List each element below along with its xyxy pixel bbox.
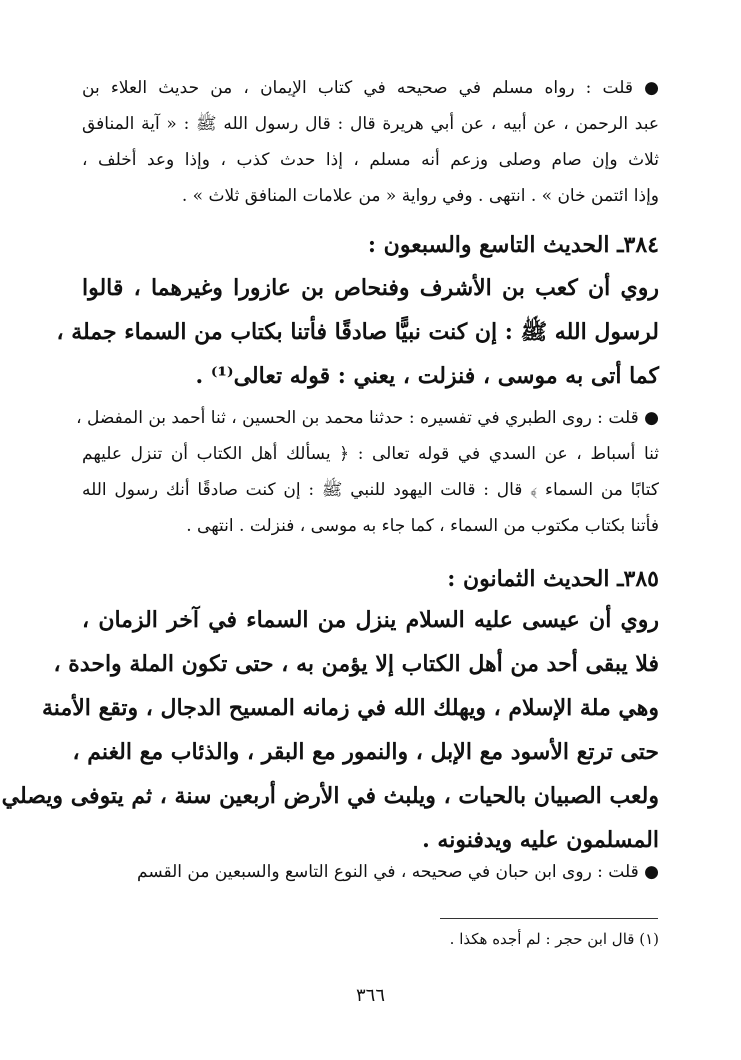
text-line: ● قلت : رواه مسلم في صحيحه في كتاب الإيمان ، من حديث العلاء بن xyxy=(82,78,659,98)
text-line: فلا يبقى أحد من أهل الكتاب إلا يؤمن به ، حتى تكون الملة واحدة ، xyxy=(53,651,659,677)
commentary-paragraph-2 xyxy=(76,400,659,544)
text-line: وهي ملة الإسلام ، ويهلك الله في زمانه المسيح الدجال ، وتقع الأمنة xyxy=(42,695,659,721)
text-line: فأتنا بكتاب مكتوب من السماء ، كما جاء به موسى ، فنزلت . انتهى . xyxy=(186,516,659,536)
text-line: حتى ترتع الأسود مع الإبل ، والنمور مع البقر ، والذئاب مع الغنم ، xyxy=(72,739,659,765)
text-line: ● قلت : روى ابن حبان في صحيحه ، في النوع التاسع والسبعين من القسم xyxy=(137,862,659,882)
hadith-384-heading: ٣٨٤ـ الحديث التاسع والسبعون : xyxy=(367,232,659,258)
hadith-385-heading: ٣٨٥ـ الحديث الثمانون : xyxy=(447,566,659,592)
text-line: روي أن كعب بن الأشرف وفنحاص بن عازورا وغيرهما ، قالوا xyxy=(82,275,659,301)
commentary-paragraph-1 xyxy=(82,70,659,214)
text-line: كتابًا من السماء ﴾ قال : قالت اليهود للنبي ﷺ : إن كنت صادقًا أنك رسول الله xyxy=(82,480,659,500)
text-line: ثنا أسباط ، عن السدي في قوله تعالى : ﴿ يسألك أهل الكتاب أن تنزل عليهم xyxy=(82,444,659,464)
text-line: روي أن عيسى عليه السلام ينزل من السماء في آخر الزمان ، xyxy=(82,607,659,633)
hadith-385-text xyxy=(1,598,659,862)
text-line: المسلمون عليه ويدفنونه . xyxy=(422,827,659,853)
page-number: ٣٦٦ xyxy=(355,985,385,1006)
text-line: وإذا ائتمن خان » . انتهى . وفي رواية « من علامات المنافق ثلاث » . xyxy=(181,186,659,206)
text-line: كما أتى به موسى ، فنزلت ، يعني : قوله تعالى⁽¹⁾ . xyxy=(195,363,659,389)
footnote-divider xyxy=(440,918,658,919)
text-line: ثلاث وإن صام وصلى وزعم أنه مسلم ، إذا حدث كذب ، وإذا وعد أخلف ، xyxy=(82,150,659,170)
text-line: عبد الرحمن ، عن أبيه ، عن أبي هريرة قال : قال رسول الله ﷺ : « آية المنافق xyxy=(82,114,659,134)
text-line: ● قلت : روى الطبري في تفسيره : حدثنا محمد بن الحسين ، ثنا أحمد بن المفضل ، xyxy=(76,408,659,428)
commentary-paragraph-3 xyxy=(82,854,659,890)
hadith-384-text xyxy=(56,266,659,398)
text-line: ولعب الصبيان بالحيات ، ويلبث في الأرض أربعين سنة ، ثم يتوفى ويصلي xyxy=(1,783,659,809)
text-line: لرسول الله ﷺ : إن كنت نبيًّا صادقًا فأتنا بكتاب من السماء جملة ، xyxy=(56,319,659,345)
footnote: (١) قال ابن حجر : لم أجده هكذا . xyxy=(449,930,659,948)
